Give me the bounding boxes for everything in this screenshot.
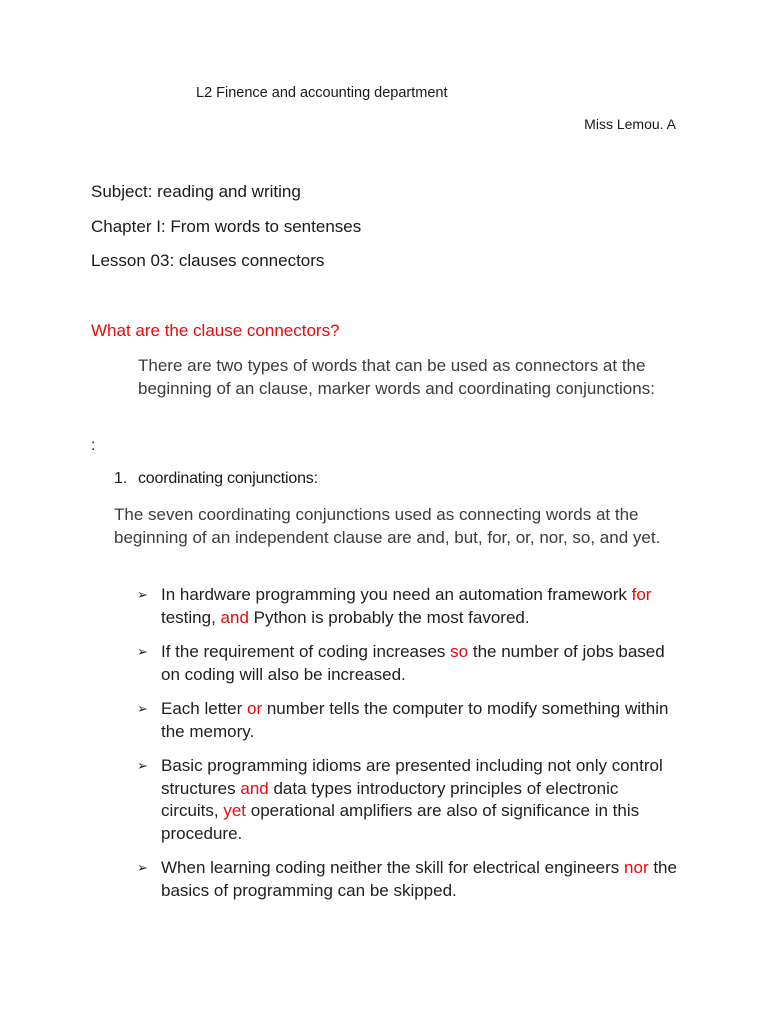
example-item: [137, 857, 677, 902]
example-text: testing,: [161, 607, 221, 627]
arrowhead-bullet-icon: ➢: [137, 701, 148, 716]
connector-highlight: nor: [624, 858, 649, 877]
department-header: L2 Finence and accounting department: [196, 85, 448, 101]
section-heading: [114, 470, 318, 488]
connector-highlight: or: [247, 699, 263, 718]
example-item: [137, 584, 677, 629]
example-item: [137, 641, 677, 686]
example-text: If the requirement of coding increases: [161, 642, 451, 661]
example-text: the basics of programming can be skipped.: [161, 858, 677, 900]
example-list: [137, 584, 677, 914]
stray-colon: :: [91, 437, 96, 454]
example-text: the number of jobs based on coding will also be increased.: [161, 642, 665, 684]
arrowhead-bullet-icon: ➢: [137, 758, 148, 773]
connector-highlight: so: [450, 642, 469, 661]
question-heading: What are the clause connectors?: [91, 321, 340, 340]
arrowhead-bullet-icon: ➢: [137, 644, 148, 659]
connector-highlight: and: [220, 607, 249, 627]
example-text: In hardware programming you need an automation framework: [161, 585, 632, 604]
section-explanation: The seven coordinating conjunctions used as connecting words at the beginning of an independent clause are and, but, for, or, nor, so, and yet.: [114, 505, 661, 547]
arrowhead-bullet-icon: ➢: [137, 587, 148, 602]
example-text: operational amplifiers are also of significance in this procedure.: [161, 801, 640, 843]
example-text: Python is probably the most favored.: [248, 607, 530, 627]
example-item: [137, 698, 677, 743]
example-text: Each letter: [161, 699, 247, 718]
connector-highlight: and: [240, 778, 269, 798]
section-title: coordinating conjunctions:: [138, 470, 318, 487]
example-text: Basic programming idioms are presented including not only control structures: [161, 756, 663, 798]
example-text: When learning coding neither the skill for electrical engineers: [161, 858, 625, 877]
lesson-line: Lesson 03: clauses connectors: [91, 251, 325, 270]
example-item: [137, 755, 677, 845]
example-text: number tells the computer to modify something within the memory.: [161, 699, 669, 741]
connector-highlight: for: [631, 585, 652, 604]
teacher-name: Miss Lemou. A: [584, 116, 676, 132]
intro-paragraph: There are two types of words that can be used as connectors at the beginning of an clause, marker words and coordinating conjunctions:: [138, 356, 655, 398]
arrowhead-bullet-icon: ➢: [137, 860, 148, 875]
connector-highlight: yet: [223, 801, 247, 820]
example-text: data types introductory principles of electronic circuits,: [161, 778, 619, 820]
chapter-line: Chapter I: From words to sentenses: [91, 217, 362, 236]
section-number: 1.: [114, 470, 128, 487]
subject-line: Subject: reading and writing: [91, 182, 301, 201]
